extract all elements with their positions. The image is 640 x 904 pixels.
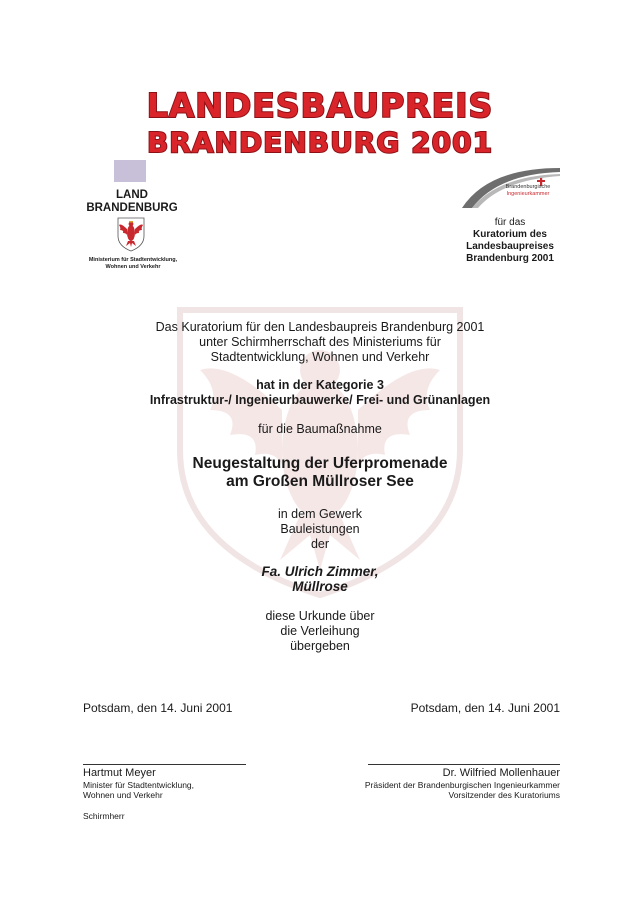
firm-line-2: Müllrose	[292, 579, 348, 594]
left-signatory-role-line-2: Wohnen und Verkehr	[83, 790, 163, 800]
kuratorium-line-1: Kuratorium des	[473, 229, 547, 240]
kuratorium-line-2: Landesbaupreises	[466, 241, 554, 252]
closing-line-1: diese Urkunde über	[265, 609, 375, 623]
project-line-2: am Großen Müllroser See	[226, 473, 414, 490]
kammer-caption-line-2: Ingenieurkammer	[506, 191, 550, 197]
gewerk-line-2: Bauleistungen	[280, 522, 360, 536]
left-signatory-name: Hartmut Meyer	[83, 767, 156, 779]
brandenburg-eagle-crest-icon	[116, 216, 146, 252]
left-signature-line	[83, 764, 246, 765]
intro-line-1: Das Kuratorium für den Landesbaupreis Brandenburg 2001	[155, 320, 485, 334]
ministry-caption	[60, 257, 206, 271]
category-line-2: Infrastruktur-/ Ingenieurbauwerke/ Frei- und Grünanlagen	[149, 393, 491, 407]
fuer-das-label: für das	[494, 217, 526, 228]
ministry-caption-line-1: Ministerium für Stadtentwicklung,	[88, 257, 178, 263]
category-line-1: hat in der Kategorie 3	[256, 378, 384, 392]
closing-line-2: die Verleihung	[280, 624, 360, 638]
project-line-1: Neugestaltung der Uferpromenade	[192, 455, 448, 472]
gewerk-line-1: in dem Gewerk	[277, 507, 363, 521]
land-label: LAND	[116, 189, 148, 201]
left-signatory-note: Schirmherr	[83, 811, 125, 821]
ministry-caption-line-2: Wohnen und Verkehr	[105, 264, 161, 270]
left-signatory-role-line-1: Minister für Stadtentwicklung,	[83, 780, 195, 790]
kuratorium-block	[440, 229, 580, 265]
brandenburg-label: BRANDENBURG	[86, 202, 178, 214]
kammer-caption-line-1: Brandenburgische	[505, 184, 551, 190]
intro-line-3: Stadtentwicklung, Wohnen und Verkehr	[210, 350, 430, 364]
title-line-1: LANDESBAUPREIS	[146, 86, 494, 125]
right-signatory-role-line-2: Vorsitzender des Kuratoriums	[448, 790, 560, 800]
firm-line-1: Fa. Ulrich Zimmer,	[261, 564, 379, 579]
gewerk-line-3: der	[310, 537, 330, 551]
right-signature-line	[368, 764, 560, 765]
place-date-left: Potsdam, den 14. Juni 2001	[83, 701, 233, 715]
closing-line-3: übergeben	[290, 639, 350, 653]
right-signatory-role-line-1: Präsident der Brandenburgischen Ingenieurkammer	[364, 780, 560, 790]
kammer-caption	[496, 184, 560, 198]
place-date-right: Potsdam, den 14. Juni 2001	[410, 701, 560, 715]
fuer-die-label: für die Baumaßnahme	[258, 422, 382, 436]
right-signatory-name: Dr. Wilfried Mollenhauer	[442, 767, 560, 779]
right-signatory-role	[365, 780, 560, 800]
title-line-2: BRANDENBURG 2001	[146, 126, 494, 159]
land-color-block	[114, 160, 146, 182]
left-signatory-role	[83, 780, 194, 800]
intro-line-2: unter Schirmherrschaft des Ministeriums für	[199, 335, 441, 349]
kuratorium-line-3: Brandenburg 2001	[466, 253, 554, 264]
